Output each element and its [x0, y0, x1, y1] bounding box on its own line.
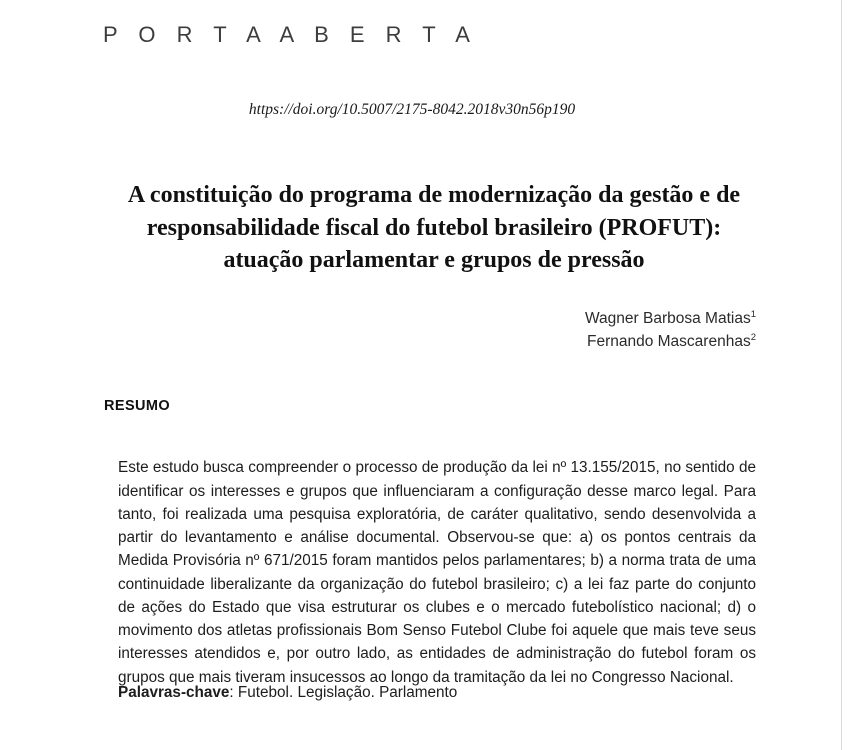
keywords-value: : Futebol. Legislação. Parlamento: [229, 684, 458, 701]
page-edge-rule: [841, 0, 842, 750]
journal-section-mark: P O R T A A B E R T A: [103, 22, 478, 47]
abstract-heading: RESUMO: [104, 398, 171, 414]
author-name: Wagner Barbosa Matias: [585, 310, 751, 328]
author-entry: [585, 331, 756, 354]
author-note-marker: 2: [750, 331, 756, 343]
doi-link[interactable]: https://doi.org/10.5007/2175-8042.2018v30n56p190: [248, 101, 576, 118]
author-name: Fernando Mascarenhas: [586, 332, 751, 350]
abstract-text: Este estudo busca compreender o processo de produção da lei nº 13.155/2015, no sentido de identificar os interesses e grupos que influenciaram a configuração desse marco legal. Para tanto, foi realizada uma pesquisa exploratória, de caráter qualitativo, sendo desenvolvida a partir do levantamento e análise documental. Observou-se que: a) os pontos centrais da Medida Provisória nº 671/2015 foram mantidos pelos parlamentares; b) a norma trata de uma continuidade liberalizante da organização do futebol brasileiro; c) a lei faz parte do conjunto de ações do Estado que visa estruturar os clubes e o mercado futebolístico nacional; d) o movimento dos atletas profissionais Bom Senso Futebol Clube foi aquele que mais teve seus interesses atendidos e, por outro lado, as entidades de administração do futebol foram os grupos que mais tiveram insucessos ao longo da tramitação da lei no Congresso Nacional.: [118, 459, 756, 686]
keywords-label: Palavras-chave: [118, 684, 230, 701]
author-entry: [585, 308, 756, 331]
author-list: [585, 308, 756, 353]
page-title: A constituição do programa de modernização da gestão e de responsabilidade fiscal do futebol brasileiro (PROFUT): atuação parlamentar e grupos de pressão: [127, 182, 741, 274]
author-note-marker: 1: [750, 309, 756, 320]
keywords: [118, 684, 756, 702]
